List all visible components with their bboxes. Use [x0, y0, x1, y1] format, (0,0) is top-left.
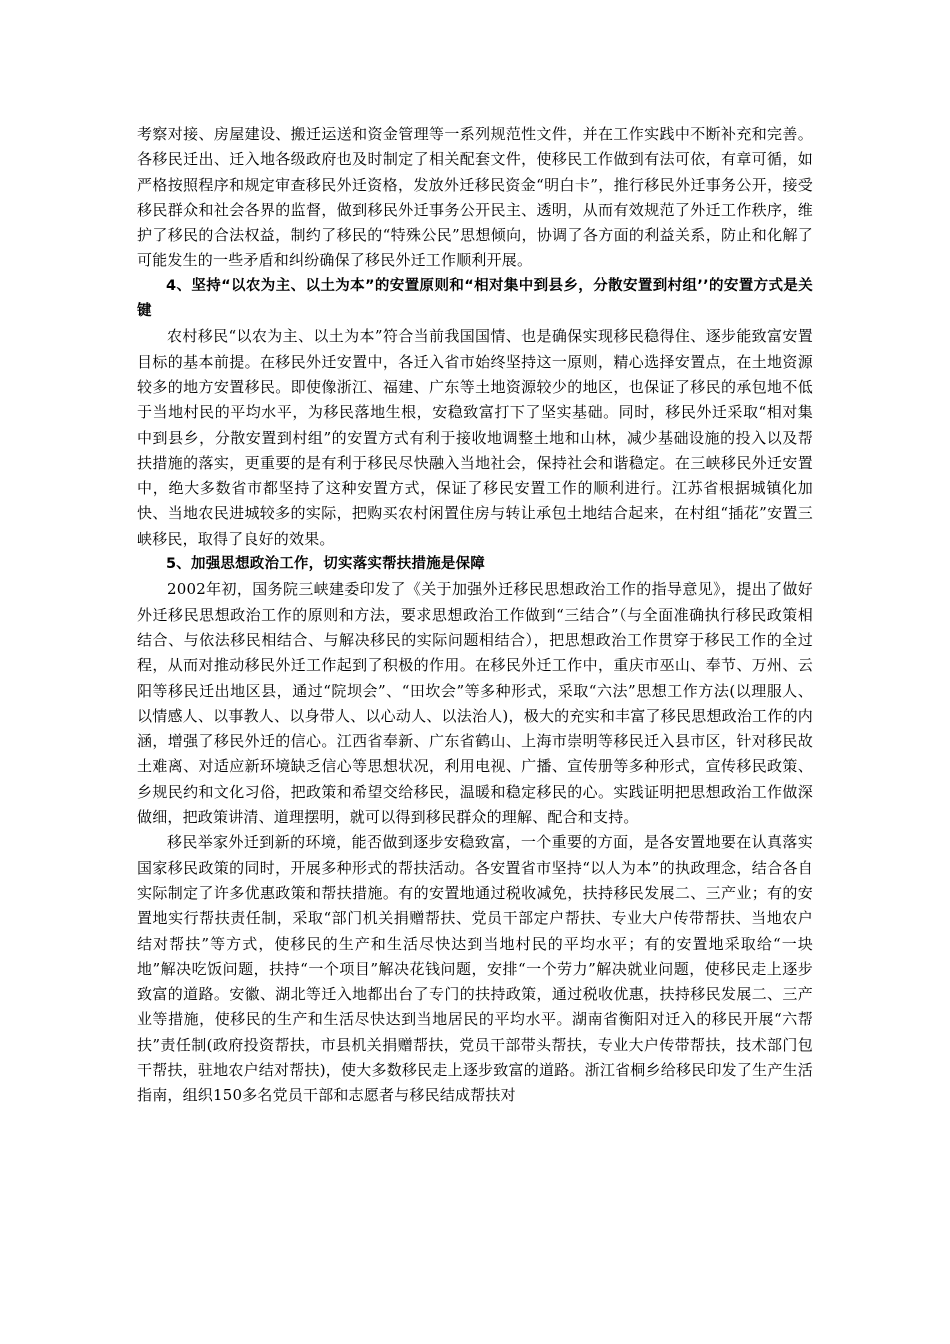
section-heading-5: 5、加强思想政治工作，切实落实帮扶措施是保障: [166, 556, 485, 573]
section-heading-4: 4、坚持“以农为主、以土为本”的安置原则和“相对集中到县乡，分散安置到村组’’的安置方式是关键: [137, 277, 813, 320]
body-paragraph: 移民举家外迁到新的环境，能否做到逐步安稳致富，一个重要的方面，是各安置地要在认真落实国家移民政策的同时，开展多种形式的帮扶活动。各安置省市坚持“以人为本”的执政理念，结合各自实际制定了许多优惠政策和帮扶措施。有的安置地通过税收减免，扶持移民发展二、三产业；有的安置地实行帮扶责任制，采取“部门机关捐赠帮扶、党员干部定户帮扶、专业大户传带帮扶、当地农户结对帮扶”等方式，使移民的生产和生活尽快达到当地村民的平均水平；有的安置地采取给“一块地”解决吃饭问题，扶持“一个项目”解决花钱问题，安排“一个劳力”解决就业问题，使移民走上逐步致富的道路。安徽、湖北等迁入地都出台了专门的扶持政策，通过税收优惠，扶持移民发展二、三产业等措施，使移民的生产和生活尽快达到当地居民的平均水平。湖南省衡阳对迁入的移民开展“六帮扶”责任制(政府投资帮扶，市县机关捐赠帮扶，党员干部带头帮扶，专业大户传带帮扶，技术部门包干帮扶，驻地农户结对帮扶)，使大多数移民走上逐步致富的道路。浙江省桐乡给移民印发了生产生活指南，组织150多名党员干部和志愿者与移民结成帮扶对: [137, 833, 813, 1105]
body-paragraph: 2002年初，国务院三峡建委印发了《关于加强外迁移民思想政治工作的指导意见》，提出了做好外迁移民思想政治工作的原则和方法，要求思想政治工作做到“三结合”（与全面准确执行移民政策相结合、与依法移民相结合、与解决移民的实际问题相结合），把思想政治工作贯穿于移民工作的全过程，从而对推动移民外迁工作起到了积极的作用。在移民外迁工作中，重庆市巫山、奉节、万州、云阳等移民迁出地区县，通过“院坝会”、“田坎会”等多种形式，采取“六法”思想工作方法(以理服人、以情感人、以事教人、以身带人、以心动人、以法治人)，极大的充实和丰富了移民思想政治工作的内涵，增强了移民外迁的信心。江西省奉新、广东省鹤山、上海市崇明等移民迁入县市区，针对移民故土难离、对适应新环境缺乏信心等思想状况，利用电视、广播、宣传册等多种形式，宣传移民政策、乡规民约和文化习俗，把政策和希望交给移民，温暖和稳定移民的心。实践证明把思想政治工作做深做细，把政策讲清、道理摆明，就可以得到移民群众的理解、配合和支持。: [137, 580, 813, 827]
document-page: [137, 122, 813, 1109]
body-paragraph: 考察对接、房屋建设、搬迁运送和资金管理等一系列规范性文件，并在工作实践中不断补充和完善。各移民迁出、迁入地各级政府也及时制定了相关配套文件，使移民工作做到有法可依，有章可循，如严格按照程序和规定审查移民外迁资格，发放外迁移民资金“明白卡”，推行移民外迁事务公开，接受移民群众和社会各界的监督，做到移民外迁事务公开民主、透明，从而有效规范了外迁工作秩序，维护了移民的合法权益，制约了移民的“特殊公民”思想倾向，协调了各方面的利益关系，防止和化解了可能发生的一些矛盾和纠纷确保了移民外迁工作顺利开展。: [137, 125, 813, 270]
body-paragraph: 农村移民“以农为主、以土为本”符合当前我国国情、也是确保实现移民稳得住、逐步能致富安置目标的基本前提。在移民外迁安置中，各迁入省市始终坚持这一原则，精心选择安置点，在土地资源较多的地方安置移民。即使像浙江、福建、广东等土地资源较少的地区，也保证了移民的承包地不低于当地村民的平均水平，为移民落地生根，安稳致富打下了坚实基础。同时，移民外迁采取“相对集中到县乡，分散安置到村组”的安置方式有利于接收地调整土地和山林，减少基础设施的投入以及帮扶措施的落实，更重要的是有利于移民尽快融入当地社会，保持社会和谐稳定。在三峡移民外迁安置中，绝大多数省市都坚持了这种安置方式，保证了移民安置工作的顺利进行。江苏省根据城镇化加快、当地农民进城较多的实际，把购买农村闲置住房与转让承包土地结合起来，在村组“插花”安置三峡移民，取得了良好的效果。: [137, 327, 813, 548]
